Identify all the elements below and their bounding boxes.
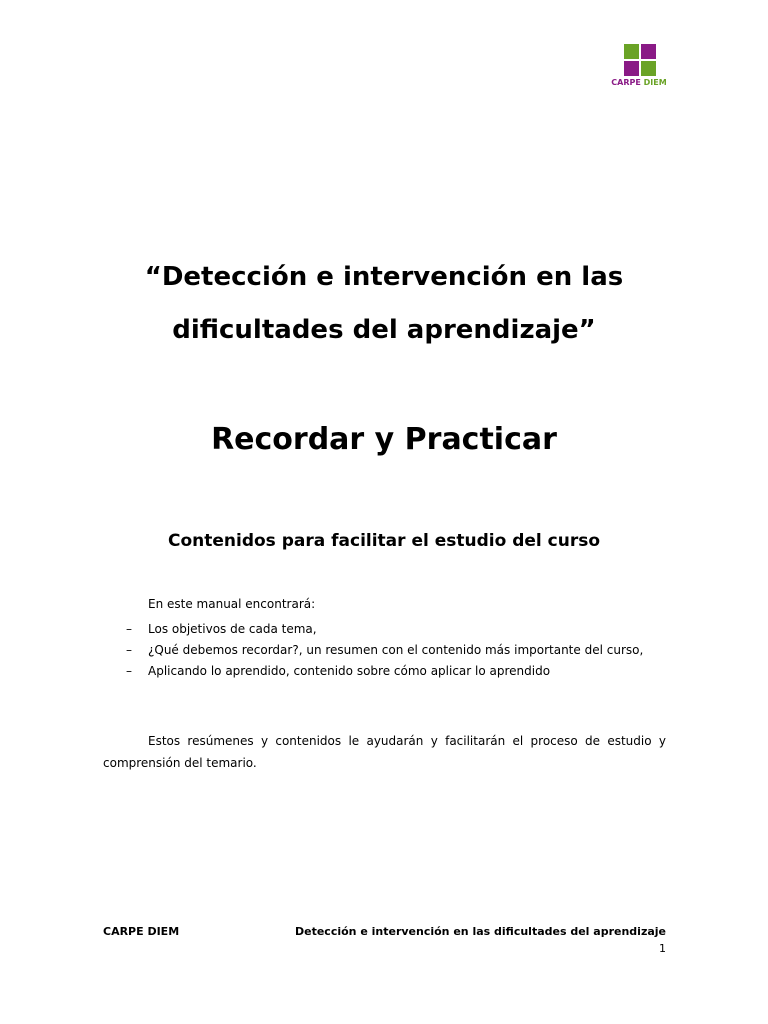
list-item [104, 661, 666, 682]
footer-document-title: Detección e intervención en las dificultades del aprendizaje [295, 925, 666, 938]
list-item [104, 619, 666, 640]
logo-square-top-right [641, 44, 656, 59]
logo-text [610, 78, 668, 87]
list-item-text: Aplicando lo aprendido, contenido sobre cómo aplicar lo aprendido [148, 664, 551, 678]
logo-square-bottom-left [624, 61, 639, 76]
list-dash: – [126, 622, 132, 636]
intro-text: En este manual encontrará: [148, 597, 316, 611]
page-number: 1 [659, 942, 666, 955]
list-item-text: Los objetivos de cada tema, [148, 622, 317, 636]
carpe-diem-logo [610, 44, 668, 90]
logo-square-top-left [624, 44, 639, 59]
logo-square-bottom-right [641, 61, 656, 76]
document-title-line-1: “Detección e intervención en las [144, 262, 624, 292]
logo-word-carpe: CARPE [611, 78, 641, 87]
list-dash: – [126, 643, 132, 657]
contents-list [104, 619, 666, 682]
list-dash: – [126, 664, 132, 678]
section-heading: Contenidos para facilitar el estudio del curso [167, 531, 601, 551]
document-title-line-2: dificultades del aprendizaje” [172, 315, 596, 345]
closing-paragraph: Estos resúmenes y contenidos le ayudarán y facilitarán el proceso de estudio y comprensión del temario. [103, 734, 666, 770]
logo-word-diem: DIEM [643, 78, 667, 87]
footer-brand: CARPE DIEM [103, 925, 180, 938]
list-item [104, 640, 666, 661]
document-subtitle: Recordar y Practicar [211, 422, 557, 457]
list-item-text: ¿Qué debemos recordar?, un resumen con el contenido más importante del curso, [148, 643, 644, 657]
